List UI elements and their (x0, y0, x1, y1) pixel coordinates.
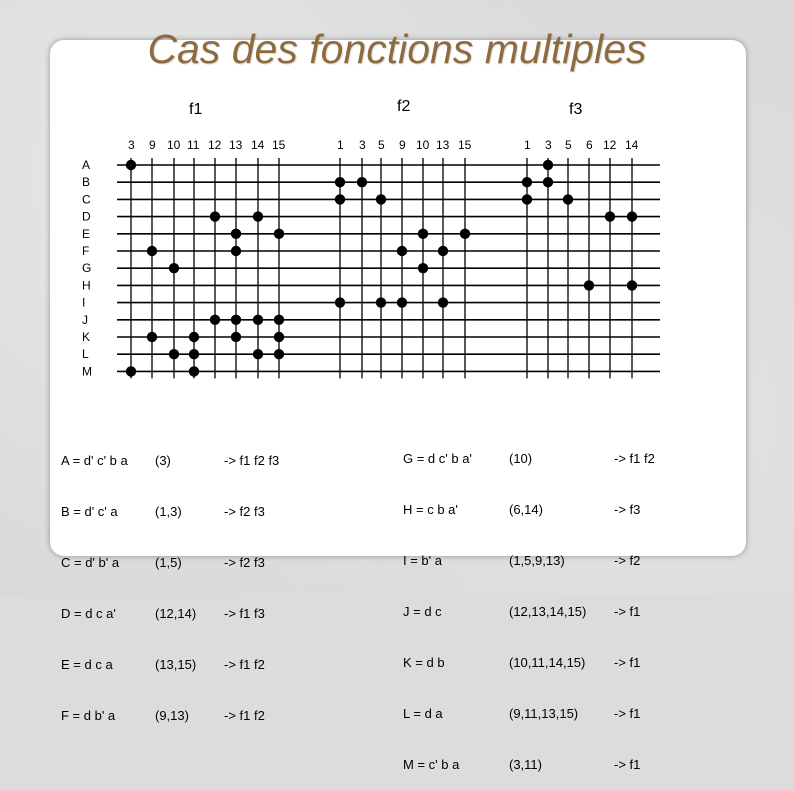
formula-line: G = d c' b a' (403, 451, 472, 466)
f2-dot-b-1 (335, 177, 345, 187)
f1-dot-j-12 (210, 315, 220, 325)
f1-dot-e-13 (231, 229, 241, 239)
f3-dot-h-6 (584, 280, 594, 290)
minterm-set: (10,11,14,15) (509, 655, 586, 670)
f3-col-label-12: 12 (603, 138, 617, 152)
f2-dot-g-10 (418, 263, 428, 273)
f1-dot-l-15 (274, 349, 284, 359)
formula-line: J = d c (403, 604, 442, 619)
target-functions: -> f1 (614, 604, 641, 619)
row-label-l: L (82, 347, 89, 362)
f3-col-label-1: 1 (524, 138, 531, 152)
f1-dot-d-14 (253, 211, 263, 221)
f1-dot-g-10 (169, 263, 179, 273)
f1-col-label-12: 12 (208, 138, 222, 152)
f2-col-label-1: 1 (337, 138, 344, 152)
f3-label: f3 (569, 101, 583, 118)
f3-col-label-5: 5 (565, 138, 572, 152)
f2-col-label-15: 15 (458, 138, 472, 152)
target-functions: -> f1 f2 (614, 451, 655, 466)
minterm-set: (3,11) (509, 757, 542, 772)
f2-dot-e-10 (418, 229, 428, 239)
f1-dot-k-11 (189, 332, 199, 342)
f1-col-label-14: 14 (251, 138, 265, 152)
f2-dot-c-5 (376, 194, 386, 204)
f2-dot-c-1 (335, 194, 345, 204)
f1-col-label-10: 10 (167, 138, 181, 152)
minterm-set: (6,14) (509, 502, 543, 517)
f3-dot-d-14 (627, 211, 637, 221)
target-functions: -> f1 f2 (224, 708, 265, 723)
formulas-left (61, 418, 128, 741)
formula-line: I = b' a (403, 553, 442, 568)
f3-dot-c-5 (563, 194, 573, 204)
target-functions: -> f1 f3 (224, 606, 265, 621)
row-label-c: C (82, 192, 91, 207)
row-label-m: M (82, 364, 92, 379)
row-label-g: G (82, 261, 92, 276)
formulas-right (403, 416, 472, 790)
f1-dot-e-15 (274, 229, 284, 239)
target-functions: -> f1 (614, 655, 641, 670)
target-functions: -> f1 f2 (224, 657, 265, 672)
f2-dot-i-9 (397, 297, 407, 307)
f1-dot-k-15 (274, 332, 284, 342)
row-label-h: H (82, 278, 91, 293)
f1-dot-j-15 (274, 315, 284, 325)
row-label-a: A (82, 158, 91, 172)
target-functions: -> f1 f2 f3 (224, 453, 280, 468)
targets-right (614, 416, 655, 790)
f3-dot-c-1 (522, 194, 532, 204)
f1-dot-d-12 (210, 211, 220, 221)
f1-col-label-15: 15 (272, 138, 286, 152)
minterm-set: (12,13,14,15) (509, 604, 587, 619)
target-functions: -> f2 f3 (224, 555, 265, 570)
target-functions: -> f1 (614, 706, 641, 721)
f1-col-label-13: 13 (229, 138, 243, 152)
f3-col-label-14: 14 (625, 138, 639, 152)
formula-line: F = d b' a (61, 708, 116, 723)
f3-col-label-6: 6 (586, 138, 593, 152)
row-label-k: K (82, 330, 91, 344)
f1-dot-m-3 (126, 366, 136, 376)
f3-dot-b-3 (543, 177, 553, 187)
f1-dot-k-13 (231, 332, 241, 342)
f1-dot-l-14 (253, 349, 263, 359)
f2-col-label-13: 13 (436, 138, 450, 152)
formula-line: D = d c a' (61, 606, 116, 621)
f3-col-label-3: 3 (545, 138, 552, 152)
f2-dot-f-9 (397, 246, 407, 256)
row-label-d: D (82, 209, 91, 224)
target-functions: -> f3 (614, 502, 641, 517)
sets-left (155, 418, 196, 741)
formula-line: E = d c a (61, 657, 113, 672)
f1-label: f1 (189, 101, 203, 118)
f2-dot-f-13 (438, 246, 448, 256)
f2-col-label-3: 3 (359, 138, 366, 152)
formula-line: A = d' c' b a (61, 453, 128, 468)
f1-col-label-11: 11 (187, 138, 200, 152)
f1-dot-k-9 (147, 332, 157, 342)
minterm-set: (1,3) (155, 504, 182, 519)
f3-dot-d-12 (605, 211, 615, 221)
formula-line: C = d' b' a (61, 555, 120, 570)
minterm-set: (1,5,9,13) (509, 553, 565, 568)
row-label-f: F (82, 244, 90, 258)
f2-dot-i-1 (335, 297, 345, 307)
target-functions: -> f1 (614, 757, 641, 772)
minterm-set: (12,14) (155, 606, 197, 621)
f2-col-label-5: 5 (378, 138, 385, 152)
row-label-b: B (82, 175, 91, 190)
f1-dot-j-14 (253, 315, 263, 325)
formula-line: L = d a (403, 706, 443, 721)
f1-col-label-3: 3 (128, 138, 135, 152)
minterm-set: (13,15) (155, 657, 197, 672)
f3-dot-h-14 (627, 280, 637, 290)
f1-dot-m-11 (189, 366, 199, 376)
f2-col-label-10: 10 (416, 138, 430, 152)
formula-line: K = d b (403, 655, 445, 670)
target-functions: -> f2 f3 (224, 504, 265, 519)
minterm-set: (9,13) (155, 708, 189, 723)
f3-dot-a-3 (543, 160, 553, 170)
f2-dot-i-13 (438, 297, 448, 307)
f2-dot-b-3 (357, 177, 367, 187)
row-label-j: J (82, 312, 88, 327)
target-functions: -> f2 (614, 553, 641, 568)
minterm-set: (3) (155, 453, 171, 468)
formula-line: H = c b a' (403, 502, 458, 517)
minterm-set: (9,11,13,15) (509, 706, 579, 721)
row-label-e: E (82, 226, 91, 241)
f1-dot-l-10 (169, 349, 179, 359)
f1-dot-a-3 (126, 160, 136, 170)
f1-dot-f-13 (231, 246, 241, 256)
minterm-set: (1,5) (155, 555, 182, 570)
targets-left (224, 418, 279, 741)
f1-col-label-9: 9 (149, 138, 156, 152)
f2-dot-i-5 (376, 297, 386, 307)
row-label-i: I (82, 295, 86, 310)
f1-dot-j-13 (231, 315, 241, 325)
f1-dot-f-9 (147, 246, 157, 256)
formula-line: M = c' b a (403, 757, 460, 772)
f3-dot-b-1 (522, 177, 532, 187)
f2-dot-e-15 (460, 229, 470, 239)
minterm-set: (10) (509, 451, 533, 466)
formula-line: B = d' c' a (61, 504, 118, 519)
slide-title: Cas des fonctions multiples (147, 26, 647, 72)
f2-label: f2 (397, 98, 411, 115)
f2-col-label-9: 9 (399, 138, 406, 152)
sets-right (509, 416, 586, 790)
f1-dot-l-11 (189, 349, 199, 359)
